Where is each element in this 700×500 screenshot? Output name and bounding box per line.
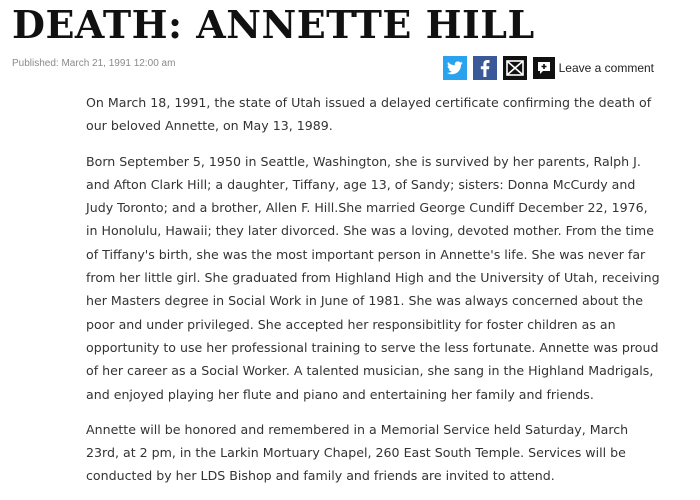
comment-label: Leave a comment <box>558 61 654 75</box>
twitter-icon <box>447 61 463 75</box>
article-headline: DEATH: ANNETTE HILL <box>12 2 535 47</box>
facebook-icon <box>480 60 490 77</box>
share-bar <box>443 56 654 80</box>
article-paragraph-3: Annette will be honored and remembered in a Memorial Service held Saturday, March 23rd, at 2 pm, in the Larkin Mortuary Chapel, 260 East South Temple. Services will be conducted by her LDS Bishop and family and friends are invited to attend. <box>86 421 629 484</box>
article-paragraph-2: Born September 5, 1950 in Seattle, Washington, she is survived by her parents, Ralph J. and Afton Clark Hill; a daughter, Tiffany, age 13, of Sandy; sisters: Donna McCurdy and Judy Toronto; and a brother, Allen F. Hill.She married George Cundiff December 22, 1976, in Honolulu, Hawaii; they later divorced. She was a loving, devoted mother. From the time of Tiffany's birth, she was the most important person in Annette's life. She was never far from her little girl. She graduated from Highland High and the University of Utah, receiving her Masters degree in Social Work in June of 1981. She was always concerned about the poor and under privileged. She accepted her responsibitlity for foster children as an opportunity to use her professional training to serve the less fortunate. Annette was proud of her career as a Social Worker. A talented musician, she sang in the Highland Madrigals, and enjoyed playing her flute and piano and entertaining her family and friends. <box>86 153 660 402</box>
email-share-button[interactable] <box>503 56 527 80</box>
email-icon <box>506 60 524 76</box>
facebook-share-button[interactable] <box>473 56 497 80</box>
published-date: Published: March 21, 1991 12:00 am <box>12 58 176 69</box>
comment-icon <box>533 57 555 79</box>
leave-comment-link[interactable] <box>533 57 654 79</box>
article-meta-row <box>12 56 654 82</box>
twitter-share-button[interactable] <box>443 56 467 80</box>
article-paragraph-1: On March 18, 1991, the state of Utah issued a delayed certificate confirming the death of our beloved Annette, on May 13, 1989. <box>86 95 652 134</box>
article-body <box>86 91 661 500</box>
